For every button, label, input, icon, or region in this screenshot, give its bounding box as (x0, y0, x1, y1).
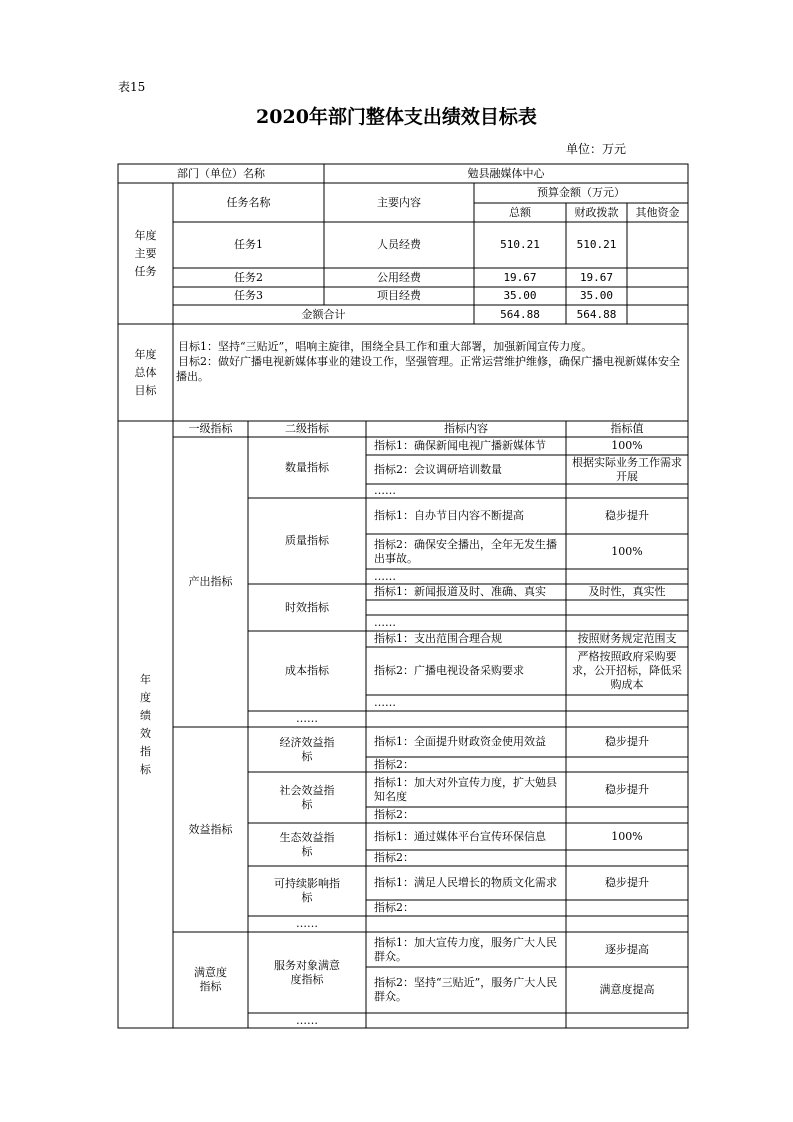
col-main-content: 主要内容 (377, 195, 421, 209)
task-content: 人员经费 (377, 238, 421, 251)
ecological-indicator-label: 生态效益指标 (279, 830, 335, 858)
label-line: 年 (140, 672, 151, 686)
overall-goal-label (118, 324, 173, 421)
indicator-content: 指标1：加大宣传力度，服务广大人民群众。 (374, 935, 557, 963)
task-content: 公用经费 (377, 270, 421, 284)
col-fiscal: 财政拨款 (574, 205, 619, 219)
indicator-content: 指标1：支出范围合理合规 (374, 632, 502, 645)
indicator-value: 按照财务规定范围支 (577, 632, 677, 645)
indicator-content: …… (374, 616, 396, 629)
task-total: 19.67 (503, 270, 537, 284)
label-line: 总体 (134, 365, 157, 379)
indicator-content: …… (374, 696, 396, 709)
indicator-content: …… (374, 484, 396, 497)
output-indicators-label: 产出指标 (188, 575, 233, 588)
benefit-more: …… (296, 917, 318, 930)
economic-indicator-label: 经济效益指标 (279, 735, 335, 763)
indicator-value: 逐步提高 (605, 942, 649, 956)
indicator-value: 满意度提高 (599, 983, 655, 996)
label-line: 效 (140, 726, 151, 740)
indicator-content: …… (374, 569, 396, 583)
indicator-value: 稳步提升 (605, 735, 649, 748)
table-number: 表15 (118, 80, 146, 94)
indicator-content: 指标2：确保安全播出，全年无发生播出事故。 (374, 537, 557, 565)
col-other: 其他资金 (635, 205, 680, 219)
indicator-content: 指标1：通过媒体平台宣传环保信息 (374, 829, 546, 843)
satisfaction-more: …… (296, 1013, 318, 1027)
sustainable-indicator-label: 可持续影响指标 (274, 877, 340, 904)
indicator-value: 稳步提升 (605, 509, 649, 522)
indicator-value: 根据实际业务工作需求开展 (572, 455, 682, 483)
timeliness-indicator-label: 时效指标 (285, 600, 329, 614)
col-budget: 预算金额（万元） (537, 186, 625, 199)
indicator-content: 指标1：加大对外宣传力度，扩大勉县知名度 (374, 775, 557, 803)
indicator-value: 100% (611, 544, 643, 558)
label-line: 任务 (134, 264, 157, 278)
task-total: 35.00 (503, 289, 537, 302)
col-level2: 二级指标 (285, 422, 329, 435)
cost-indicator-label: 成本指标 (285, 664, 329, 677)
task-name: 任务3 (234, 289, 263, 302)
label-line: 标 (140, 762, 151, 776)
performance-label (118, 421, 173, 1028)
sum-total: 564.88 (500, 307, 540, 321)
task-name: 任务1 (234, 238, 263, 251)
goal-line: 目标1：坚持“三贴近”，唱响主旋律，围绕全县工作和重大部署，加强新闻宣传力度。 (178, 340, 593, 353)
label-line: 绩 (140, 708, 151, 722)
indicator-content: 指标1：新闻报道及时、准确、真实 (374, 585, 546, 598)
col-task-name: 任务名称 (226, 195, 271, 209)
indicator-content: 指标2： (374, 851, 414, 864)
service-satisfaction-label: 服务对象满意度指标 (274, 958, 340, 986)
indicator-content: 指标1：确保新闻电视广播新媒体节 (374, 439, 546, 452)
label-line: 年度 (134, 228, 157, 242)
social-indicator-label: 社会效益指标 (279, 783, 335, 811)
col-total: 总额 (509, 205, 531, 219)
indicator-content: 指标2：广播电视设备采购要求 (374, 664, 524, 677)
label-line: 指 (140, 744, 151, 758)
task-fiscal: 510.21 (576, 238, 617, 251)
task-total: 510.21 (500, 238, 540, 251)
indicator-content: 指标2： (374, 901, 414, 914)
goal-line: 目标2：做好广播电视新媒体事业的建设工作，坚强管理。正常运营维护维修，确保广播电视新媒体安全播出。 (176, 355, 680, 383)
col-indicator-value: 指标值 (610, 422, 644, 435)
dept-name: 勉县融媒体中心 (467, 166, 545, 180)
indicator-content: 指标2：会议调研培训数量 (374, 462, 502, 476)
indicator-content: 指标1：全面提升财政资金使用效益 (374, 735, 546, 748)
indicator-content: 指标1：自办节目内容不断提高 (374, 509, 524, 522)
label-line: 年度 (134, 347, 157, 361)
benefit-indicators-label: 效益指标 (188, 822, 233, 836)
label-line: 度 (140, 690, 151, 704)
indicator-value: 及时性，真实性 (588, 585, 666, 598)
unit-label: 单位：万元 (566, 142, 627, 156)
indicator-value: 100% (611, 439, 643, 452)
col-indicator-content: 指标内容 (444, 422, 488, 435)
annual-tasks-label (118, 183, 173, 324)
sum-fiscal: 564.88 (576, 307, 617, 321)
label-line: 目标 (134, 383, 157, 397)
dept-label: 部门（单位）名称 (177, 166, 265, 180)
output-more: …… (296, 712, 318, 725)
task-fiscal: 35.00 (579, 289, 614, 302)
label-line: 主要 (134, 246, 157, 260)
task-fiscal: 19.67 (579, 270, 614, 284)
overall-goal-text (176, 339, 684, 384)
indicator-content: 指标2： (374, 808, 414, 821)
indicator-value: 稳步提升 (605, 876, 649, 889)
indicator-content: 指标2：坚持“三贴近”，服务广大人民群众。 (374, 976, 558, 1003)
page-title: 2020年部门整体支出绩效目标表 (256, 106, 537, 128)
indicator-content: 指标1：满足人民增长的物质文化需求 (374, 876, 557, 889)
col-level1: 一级指标 (188, 422, 233, 435)
task-content: 项目经费 (377, 289, 421, 302)
indicator-value: 稳步提升 (605, 782, 649, 796)
quality-indicator-label: 质量指标 (285, 534, 329, 547)
quantity-indicator-label: 数量指标 (285, 460, 329, 474)
indicator-content: 指标2： (374, 757, 414, 771)
satisfaction-indicators-label: 满意度指标 (194, 966, 227, 993)
task-name: 任务2 (234, 270, 263, 284)
indicator-value: 严格按照政府采购要求，公开招标，降低采购成本 (572, 650, 682, 691)
sum-label: 金额合计 (301, 307, 346, 321)
indicator-value: 100% (611, 829, 643, 843)
